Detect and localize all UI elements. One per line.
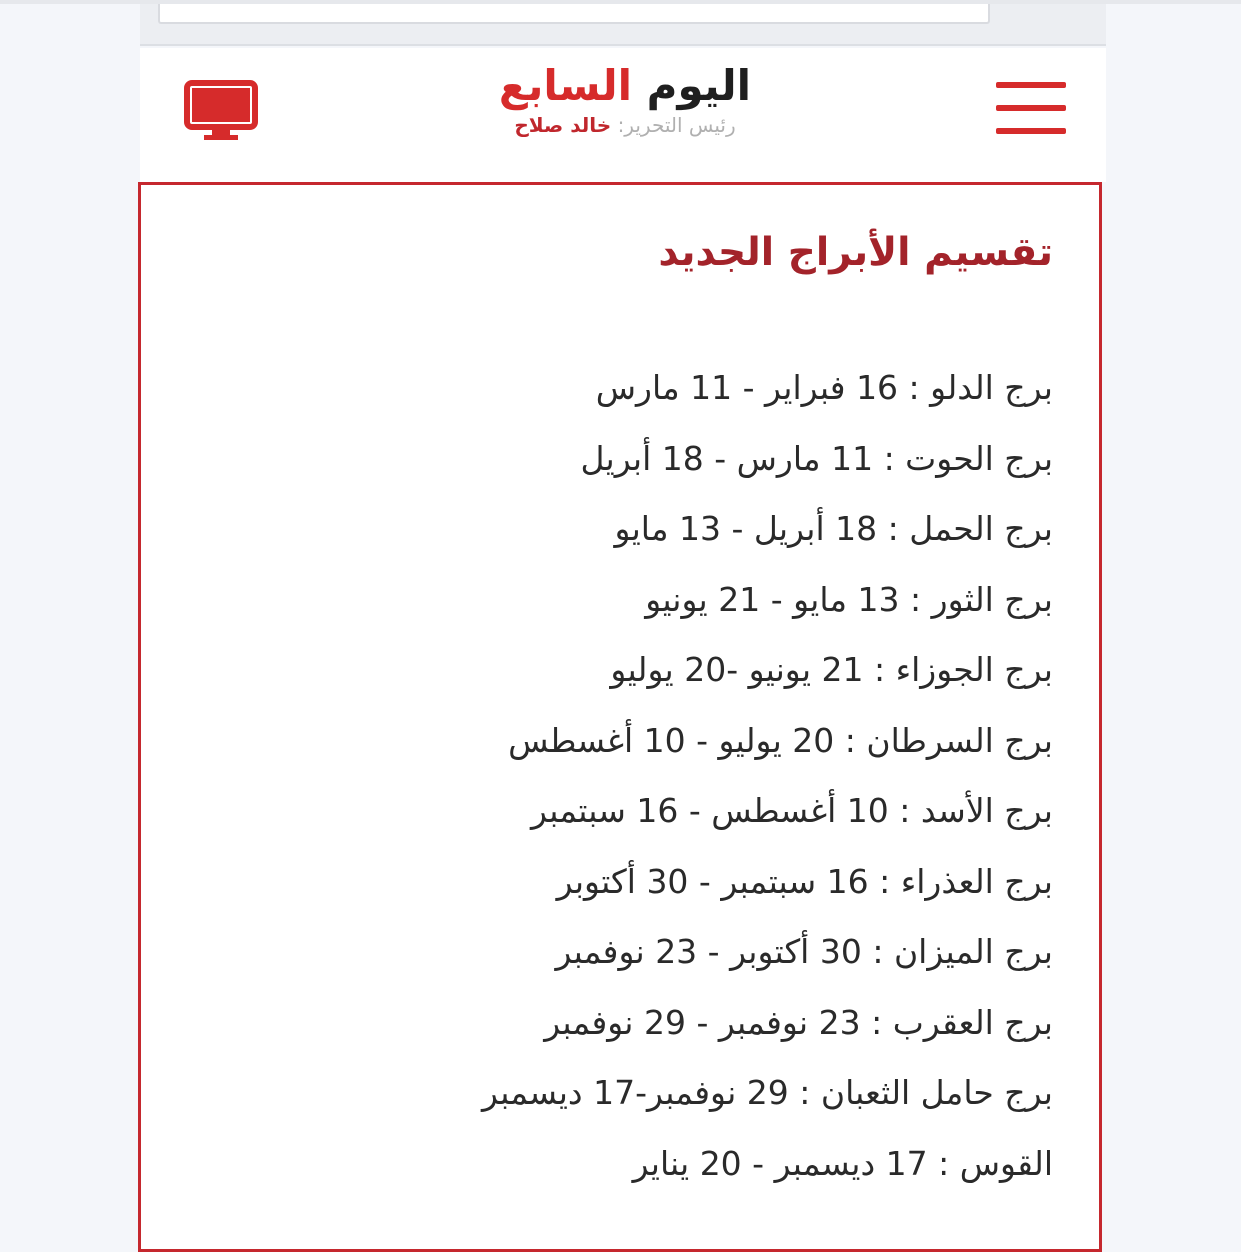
list-item: برج الأسد : 10 أغسطس - 16 سبتمبر (531, 791, 1053, 830)
site-header (140, 48, 1106, 182)
hamburger-line (996, 105, 1066, 111)
list-item: برج الجوزاء : 21 يونيو -20 يوليو (610, 650, 1053, 689)
site-logo[interactable] (470, 60, 780, 138)
hamburger-menu-icon (996, 82, 1066, 88)
logo-word-2: السابع (498, 61, 633, 110)
logo-wordmark (470, 60, 780, 112)
article-box (138, 182, 1102, 1252)
article-title: تقسيم الأبراج الجديد (658, 230, 1053, 276)
list-item: برج الحمل : 18 أبريل - 13 مايو (614, 509, 1053, 548)
list-item: برج الدلو : 16 فبراير - 11 مارس (595, 368, 1053, 407)
address-bar[interactable] (158, 4, 990, 24)
list-item: برج العذراء : 16 سبتمبر - 30 أكتوبر (556, 861, 1053, 901)
desktop-version-button[interactable] (184, 80, 258, 142)
editor-line (470, 112, 780, 138)
menu-button[interactable] (996, 82, 1066, 134)
editor-label: رئيس التحرير: (617, 113, 736, 137)
logo-word-1: اليوم (646, 61, 752, 110)
monitor-icon (184, 80, 258, 142)
list-item: برج الثور : 13 مايو - 21 يونيو (645, 579, 1053, 619)
list-item: برج الحوت : 11 مارس - 18 أبريل (580, 438, 1053, 478)
list-item: القوس : 17 ديسمبر - 20 يناير (632, 1143, 1053, 1183)
list-item: برج الميزان : 30 أكتوبر - 23 نوفمبر (555, 932, 1053, 971)
list-item: برج العقرب : 23 نوفمبر - 29 نوفمبر (544, 1002, 1053, 1042)
browser-address-area (140, 4, 1106, 46)
editor-name: خالد صلاح (514, 113, 612, 137)
list-item: برج حامل الثعبان : 29 نوفمبر-17 ديسمبر (482, 1073, 1053, 1112)
list-item: برج السرطان : 20 يوليو - 10 أغسطس (508, 720, 1053, 760)
hamburger-line (996, 128, 1066, 134)
zodiac-list (293, 353, 1053, 1199)
